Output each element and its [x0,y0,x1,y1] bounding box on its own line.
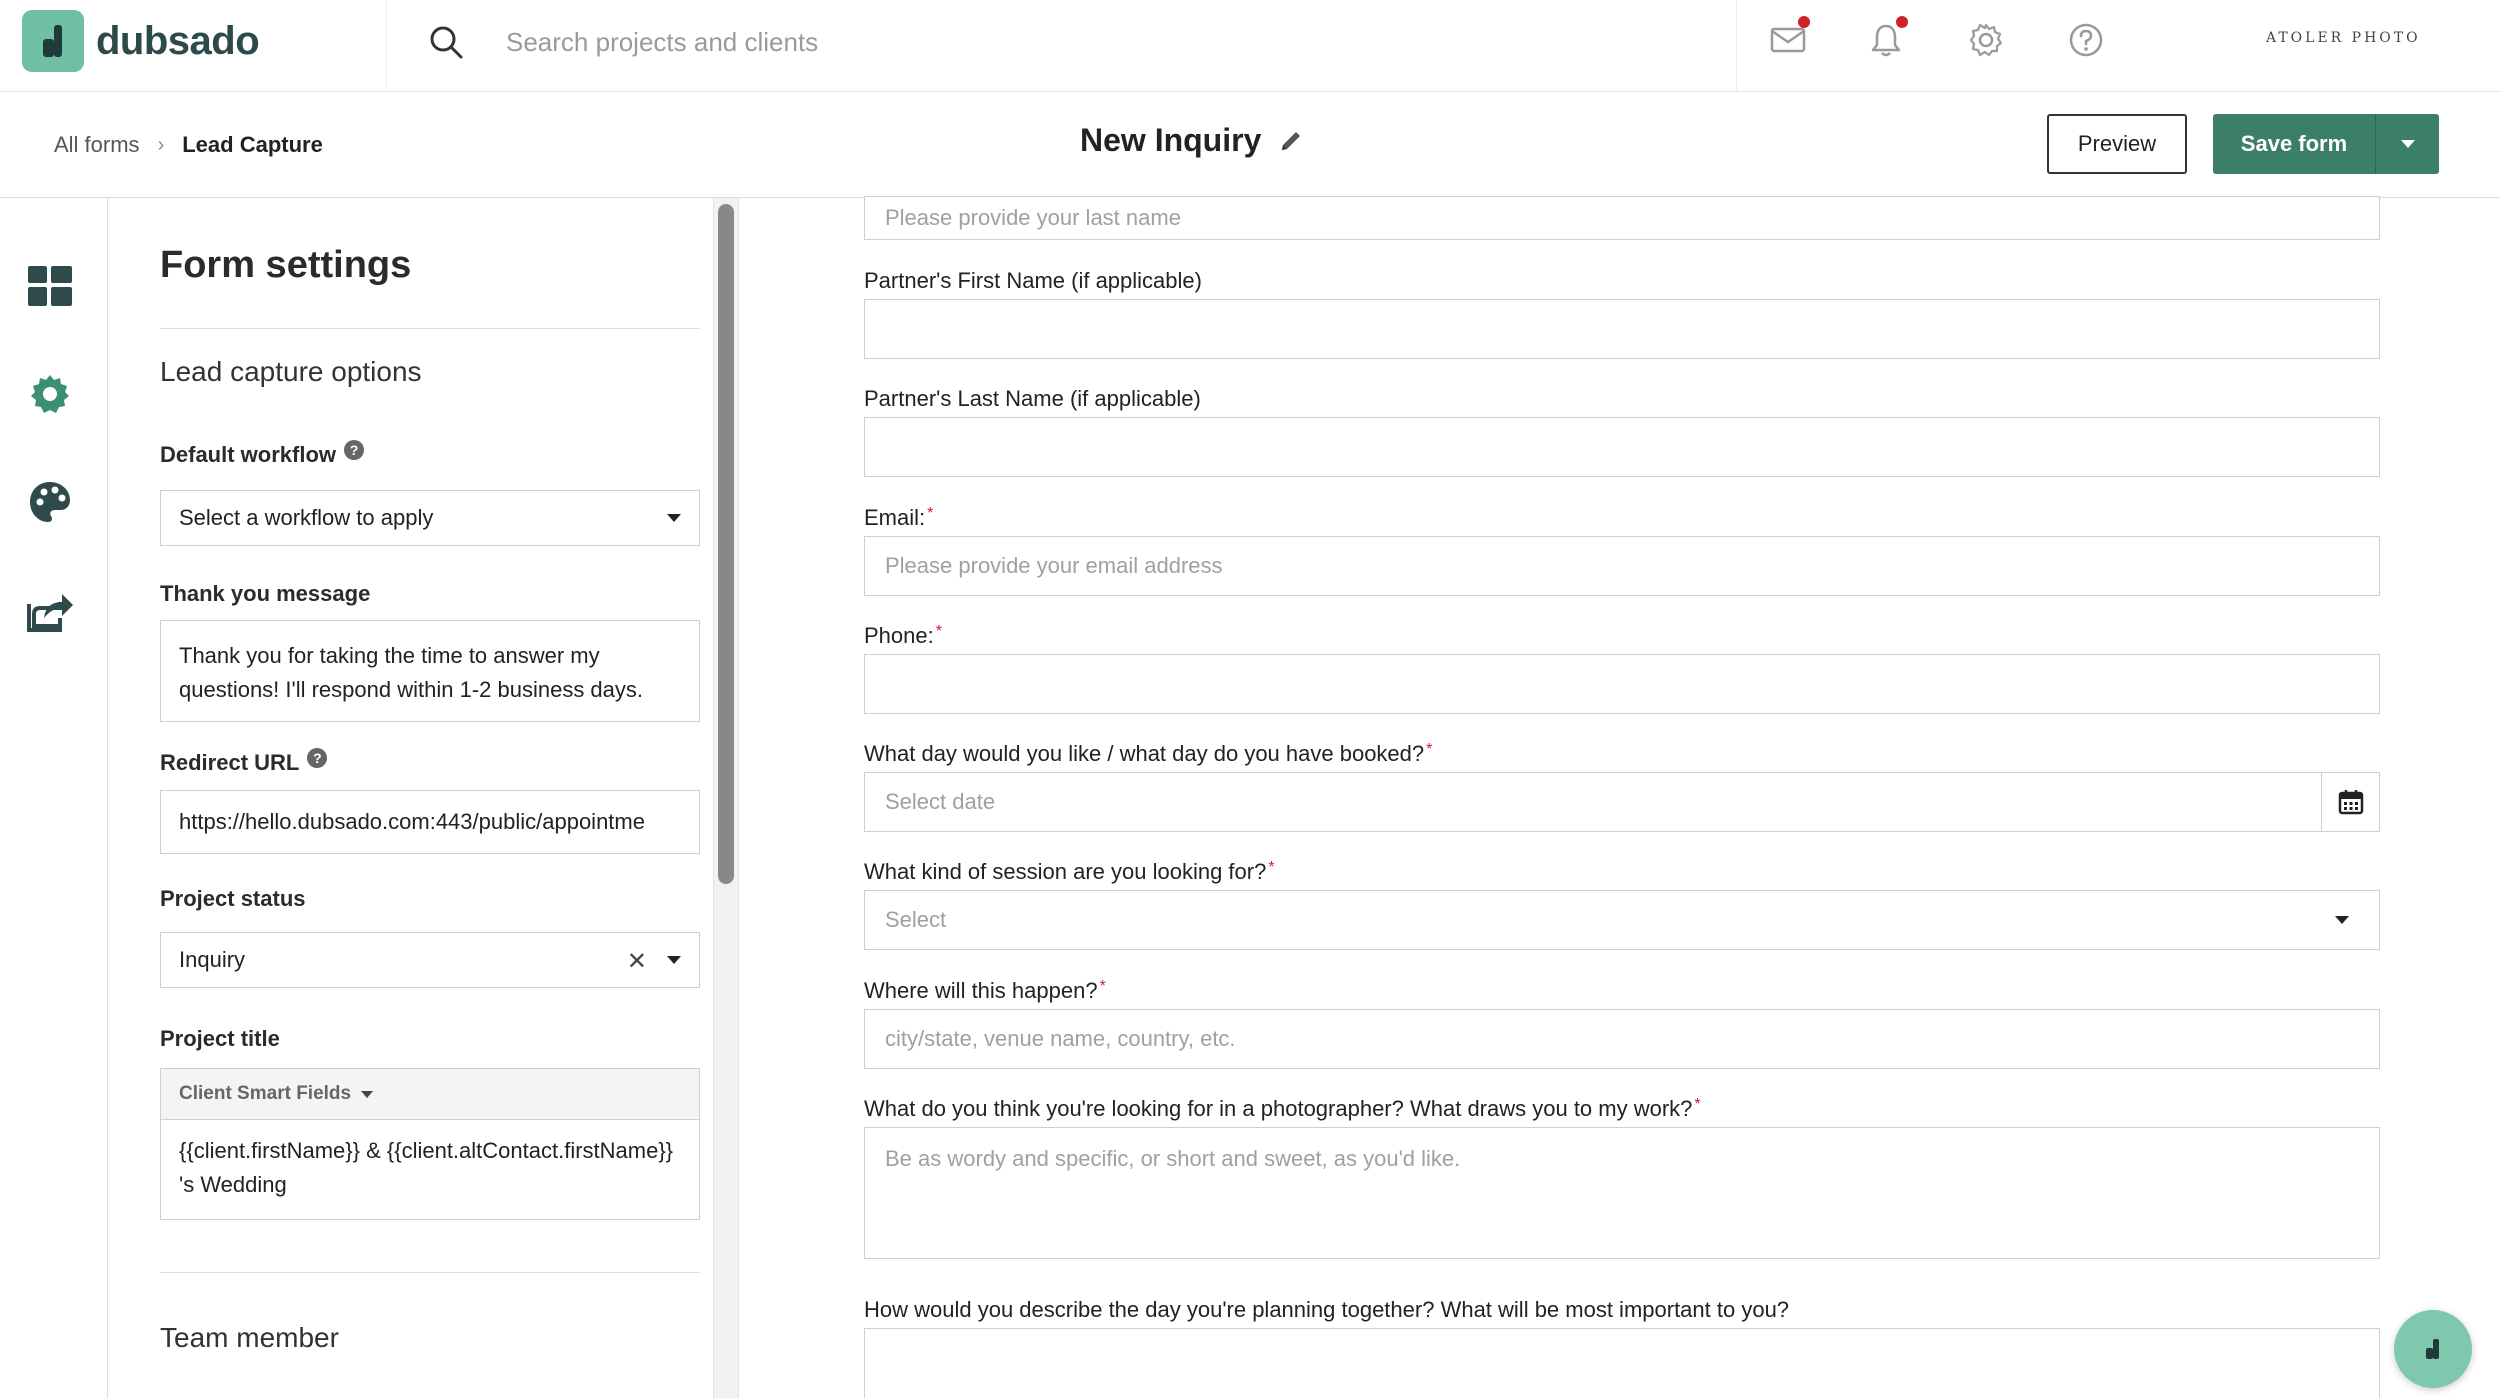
form-title: New Inquiry [1080,122,1262,158]
redirect-url-label-text: Redirect URL [160,750,300,775]
save-form-button[interactable]: Save form [2213,114,2375,174]
redirect-url-input[interactable]: https://hello.dubsado.com:443/public/appointme [160,790,700,854]
breadcrumb-current: Lead Capture [182,132,323,157]
chevron-right-icon: › [157,133,165,156]
required-mark: * [935,623,942,640]
help-icon[interactable] [2064,18,2108,62]
required-mark: * [1268,859,1275,876]
thank-you-label: Thank you message [160,581,371,606]
notification-dot [1798,16,1810,28]
form-header [0,92,2500,198]
redirect-url-label [160,750,327,776]
divider [386,0,387,92]
thank-you-textarea[interactable]: Thank you for taking the time to answer my questions! I'll respond within 1-2 business days. [160,620,700,722]
clear-icon[interactable]: ✕ [626,948,647,975]
photographer-question-textarea[interactable]: Be as wordy and specific, or short and sweet, as you'd like. [864,1127,2380,1259]
top-nav-bar [0,0,2500,92]
help-icon[interactable]: ? [344,440,364,460]
session-type-select[interactable] [864,890,2380,950]
phone-label-text: Phone: [864,623,934,648]
share-icon[interactable] [26,586,74,634]
photographer-question-label-text: What do you think you're looking for in a photographer? What draws you to my work? [864,1096,1693,1121]
required-mark: * [1694,1096,1701,1113]
divider [1736,0,1737,92]
chat-widget-button[interactable] [2394,1310,2472,1388]
default-workflow-label [160,442,364,468]
phone-input[interactable] [864,654,2380,714]
smart-fields-label: Client Smart Fields [179,1083,352,1104]
last-name-input[interactable]: Please provide your last name [864,196,2380,240]
date-label [864,741,1432,767]
phone-label [864,623,942,649]
search-input[interactable] [506,20,1406,64]
photographer-question-label [864,1096,1701,1122]
required-mark: * [1426,741,1433,758]
date-input[interactable] [864,772,2380,832]
partner-last-name-label: Partner's Last Name (if applicable) [864,386,1201,411]
default-workflow-value: Select a workflow to apply [179,505,434,530]
left-rail [0,198,108,1398]
partner-first-name-label: Partner's First Name (if applicable) [864,268,1202,293]
partner-last-name-input[interactable] [864,417,2380,477]
settings-icon[interactable] [26,370,74,418]
gear-icon[interactable] [1964,18,2008,62]
logo-mark-icon [2422,1337,2444,1361]
caret-down-icon [667,514,681,522]
email-input[interactable]: Please provide your email address [864,536,2380,596]
project-status-label: Project status [160,886,306,911]
dubsado-logo[interactable] [22,10,259,72]
save-options-dropdown[interactable] [2375,114,2439,174]
divider [160,328,700,329]
settings-title: Form settings [160,244,412,286]
help-icon[interactable]: ? [307,748,327,768]
session-type-label [864,859,1275,885]
logo-text: dubsado [96,18,260,63]
caret-down-icon [2335,916,2349,924]
search-icon[interactable] [426,22,466,62]
location-input[interactable]: city/state, venue name, country, etc. [864,1009,2380,1069]
form-settings-panel [108,198,716,1398]
account-brand-name[interactable]: ATOLER PHOTO [2266,30,2421,46]
session-type-label-text: What kind of session are you looking for? [864,859,1267,884]
breadcrumb-all-forms[interactable]: All forms [54,132,140,157]
location-label [864,978,1106,1004]
caret-down-icon [361,1091,373,1098]
section-title-lead-capture: Lead capture options [160,356,422,387]
bell-icon[interactable] [1864,18,1908,62]
project-status-value: Inquiry [179,947,246,972]
logo-mark-icon [22,10,84,72]
project-status-select[interactable] [160,932,700,988]
breadcrumb [54,132,323,158]
form-canvas [740,198,2500,1398]
caret-down-icon [2401,140,2415,148]
pencil-icon[interactable] [1277,127,1305,155]
default-workflow-select[interactable] [160,490,700,546]
location-label-text: Where will this happen? [864,978,1098,1003]
email-label-text: Email: [864,505,926,530]
project-title-label: Project title [160,1026,280,1051]
calendar-icon[interactable] [2321,773,2379,831]
caret-down-icon [667,956,681,964]
project-title-textarea[interactable]: {{client.firstName}} & {{client.altContact.firstName}} 's Wedding [160,1120,700,1220]
describe-day-textarea[interactable] [864,1328,2380,1398]
required-mark: * [927,505,934,522]
describe-day-label: How would you describe the day you're planning together? What will be most important to you? [864,1297,1790,1322]
mail-icon[interactable] [1766,18,1810,62]
preview-button[interactable]: Preview [2047,114,2187,174]
default-workflow-label-text: Default workflow [160,442,337,467]
page-title [1080,122,1305,159]
divider [160,1272,700,1273]
settings-scrollbar-thumb[interactable] [718,204,734,884]
partner-first-name-input[interactable] [864,299,2380,359]
session-type-placeholder: Select [885,907,947,932]
section-title-team-member: Team member [160,1322,339,1353]
date-placeholder: Select date [885,789,996,814]
dashboard-icon[interactable] [26,262,74,310]
palette-icon[interactable] [26,478,74,526]
date-label-text: What day would you like / what day do you have booked? [864,741,1425,766]
email-label [864,505,933,531]
notification-dot [1896,16,1908,28]
required-mark: * [1099,978,1106,995]
client-smart-fields-dropdown[interactable] [160,1068,700,1120]
